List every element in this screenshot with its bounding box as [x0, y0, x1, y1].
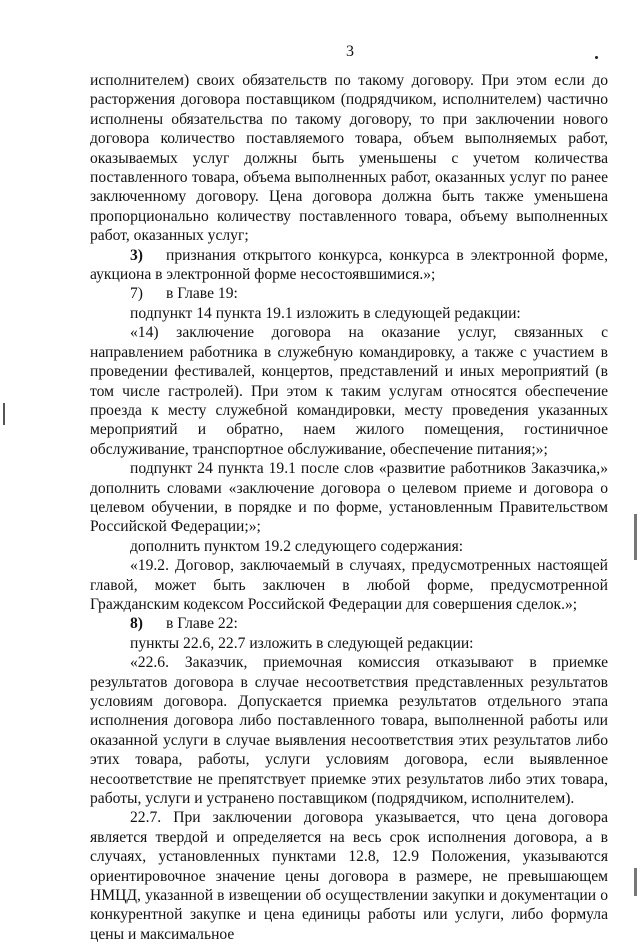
scan-artifact-left — [3, 403, 5, 425]
list-item-3-number: 3) — [130, 246, 143, 264]
list-item-7-text: в Главе 19: — [166, 285, 238, 303]
document-body — [90, 71, 608, 944]
list-item-7 — [90, 284, 608, 303]
list-item-8-text: в Главе 22: — [166, 615, 238, 633]
paragraph-continuation: исполнителем) своих обязательств по такому договору. При этом если до расторжения договора поставщиком (подрядчиком, исполнителем) частично исполнены обязательства по такому договору, то при заключении нового договора количество поставляемого товара, объем выполняемых работ, оказываемых услуг должны быть уменьшены с учетом количества поставленного товара, объема выполненных работ, оказанных услуг по ранее заключенному договору. Цена договора должна быть также уменьшена пропорционально количеству поставленного товара, объему выполненных работ, оказанных услуг; — [90, 72, 608, 245]
paragraph-14-text: «14) заключение договора на оказание услуг, связанных с направлением работника в служебную командировку, а также с участием в проведении фестивалей, концертов, представлений и иных мероприятий (в том числе гастролей). При этом к таким услугам относятся обеспечение проезда к месту служебной командировки, месту проведения указанных мероприятий и обратно, наем жилого помещения, гостиничное обслуживание, транспортное обслуживание, обеспечение питания;»; — [90, 324, 608, 458]
paragraph-points-22: пункты 22.6, 22.7 изложить в следующей редакции: — [130, 634, 474, 652]
scan-artifact-right-bottom — [634, 868, 637, 896]
paragraph-subpoint-14: подпункт 14 пункта 19.1 изложить в следующей редакции: — [130, 304, 521, 322]
list-item-8-number: 8) — [130, 615, 143, 633]
paragraph-subpoint-24: подпункт 24 пункта 19.1 после слов «развитие работников Заказчика,» дополнить словами «заключение договора о целевом приеме и договора о целевом обучении, в порядке и по форме, установленным Правительством Российской Федерации;»; — [90, 460, 608, 536]
paragraph-22-7-text: 22.7. При заключении договора указывается, что цена договора является твердой и определяется на весь срок исполнения договора, а в случаях, установленных пунктами 12.8, 12.9 Положения, указываются ориентировочное значение цены договора в размере, не превышающем НМЦД, указанной в извещении об осуществлении закупки и документации о конкурентной закупке и цена единицы работы или услуги, либо формула цены и максимальное — [90, 809, 608, 943]
corner-mark — [595, 56, 598, 59]
paragraph-22-6-text: «22.6. Заказчик, приемочная комиссия отказывают в приемке результатов договора в случае несоответствия представленных результатов условиям договора. Допускается приемка результатов отдельного этапа исполнения договора либо поставленного товара, выполненной работы или оказанной услуги в случае выявления несоответствия этих результатов либо этих товара, работы, услуги условиям договора, если выявленное несоответствие не препятствует приемке этих результатов либо этих товара, работы, услуги и устранено поставщиком (подрядчиком, исполнителем). — [90, 654, 608, 808]
scan-artifact-right-top — [634, 514, 637, 560]
page-number: 3 — [346, 43, 354, 60]
list-item-3 — [90, 246, 608, 285]
list-item-3-text: признания открытого конкурса, конкурса в электронной форме, аукциона в электронной форме несостоявшимися.»; — [90, 246, 608, 284]
list-item-7-number: 7) — [130, 285, 143, 303]
paragraph-add-19-2: дополнить пунктом 19.2 следующего содержания: — [130, 537, 464, 555]
list-item-8 — [90, 614, 608, 633]
paragraph-19-2-text: «19.2. Договор, заключаемый в случаях, предусмотренных настоящей главой, может быть заключен в любой форме, предусмотренной Гражданским кодексом Российской Федерации для совершения сделок.»; — [90, 557, 608, 613]
